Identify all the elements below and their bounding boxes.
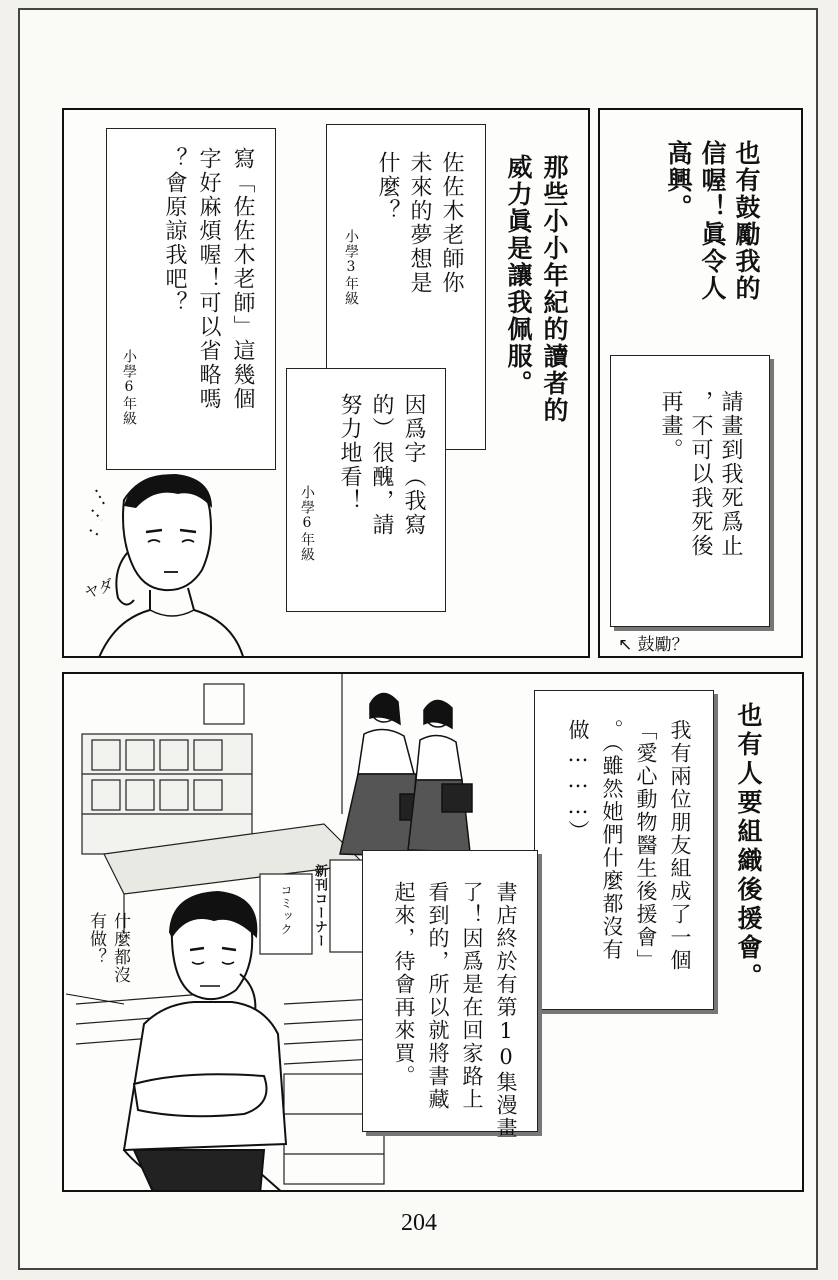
aside-did-nothing: 什麼都沒 有做？ xyxy=(86,912,130,984)
narration-fan-club: 也有人要組織後援會。 xyxy=(734,702,763,992)
panel-top-left xyxy=(62,108,590,658)
sign-comics: コミック xyxy=(279,884,293,936)
letter-grade6-name-text: 寫「佐佐木老師」這幾個 字好麻煩喔！可以省略嗎 ？會原諒我吧？ xyxy=(162,147,255,411)
caption-encouragement xyxy=(618,630,689,655)
narration-encouraging-letters: 也有鼓勵我的 信喔！眞令人 高興。 xyxy=(664,140,761,302)
letter-fan-club-text: 我有兩位朋友組成了一個 「愛心動物醫生後援會」 。（雖然她們什麼都沒有 做………） xyxy=(566,719,692,972)
letter-grade6-name xyxy=(106,128,276,470)
letter-grade6-handwriting-text: 因爲字（我寫 的）很醜，請 努力地看！ xyxy=(337,393,426,537)
page-number: 204 xyxy=(401,1210,437,1236)
letter-fan-club xyxy=(534,690,714,1010)
narration-young-readers: 那些小小年紀的讀者的 威力眞是讓我佩服。 xyxy=(504,154,569,424)
letter-grade6-handwriting-grade: 小學6年級 xyxy=(299,485,315,562)
artist-portrait-top xyxy=(84,460,254,658)
letter-grade6-name-grade: 小學6年級 xyxy=(121,349,137,426)
letter-grade3-text: 佐佐木老師你 未來的夢想是 什麼？ xyxy=(375,151,464,295)
letter-draw-until-death-text: 請畫到我死爲止 ，不可以我死後 再畫。 xyxy=(658,390,743,558)
letter-grade6-handwriting xyxy=(286,368,446,612)
caption-arrow-icon: ↖ xyxy=(618,635,638,655)
caption-encouragement-text: 鼓勵？ xyxy=(637,635,689,655)
panel-bottom xyxy=(62,672,804,1192)
sign-new-arrivals: 新刊コーナー xyxy=(312,864,327,948)
letter-volume-10-text: 書店終於有第10集漫畫 了！因爲是在回家路上 看到的，所以就將書藏 起來，待會再來買。 xyxy=(392,881,518,1140)
letter-volume-10 xyxy=(362,850,538,1140)
letter-grade3-grade: 小學3年級 xyxy=(343,229,359,306)
panel-top-right xyxy=(598,108,803,658)
letter-draw-until-death xyxy=(610,355,770,627)
sfx-yada: ヤダ xyxy=(81,575,117,603)
